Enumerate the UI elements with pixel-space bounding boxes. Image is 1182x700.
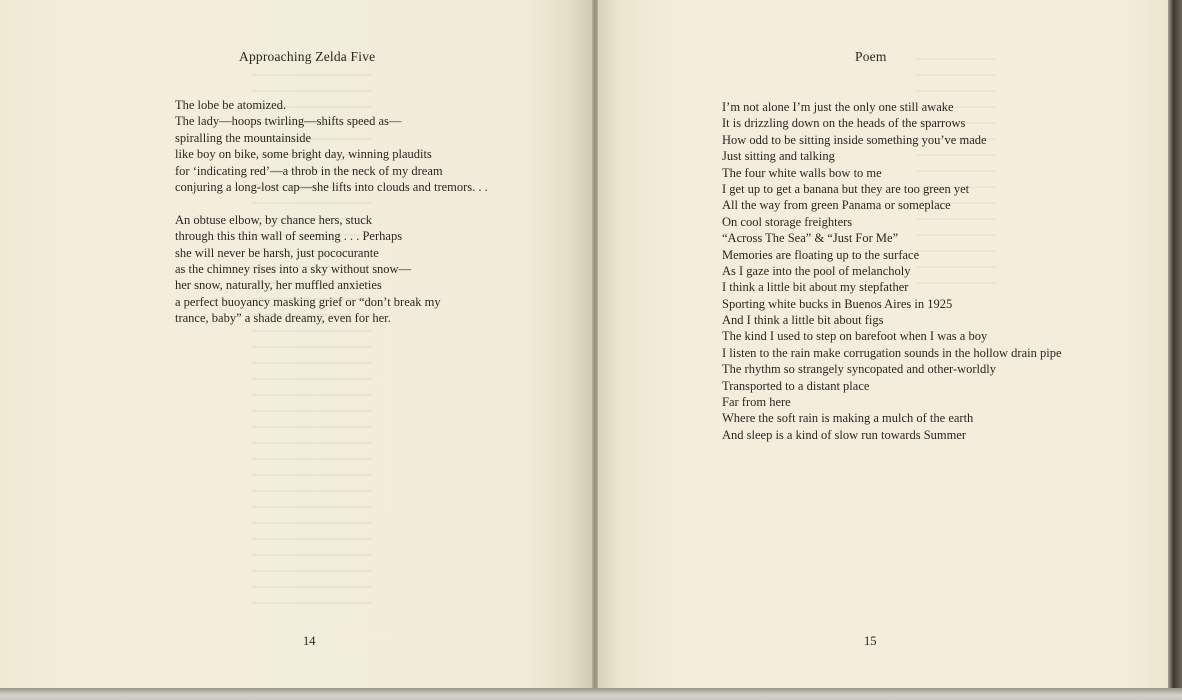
poem-line: I’m not alone I’m just the only one still awake: [722, 100, 954, 114]
poem-line: spiralling the mountainside: [175, 130, 312, 145]
poem-line: An obtuse elbow, by chance hers, stuck: [175, 212, 373, 227]
poem-title-left: Approaching Zelda Five: [239, 49, 376, 64]
page-number-left: 14: [303, 634, 316, 648]
poem-line: conjuring a long-lost cap—she lifts into clouds and tremors. . .: [175, 179, 488, 194]
left-page: [0, 0, 594, 690]
poem-line: for ‘indicating red’—a throb in the neck of my dream: [175, 163, 443, 178]
poem-line: How odd to be sitting inside something you’ve made: [722, 132, 987, 147]
poem-line: The four white walls bow to me: [722, 165, 882, 180]
poem-line: As I gaze into the pool of melancholy: [722, 263, 911, 278]
poem-line: Just sitting and talking: [722, 149, 835, 164]
poem-line: trance, baby” a shade dreamy, even for her.: [175, 311, 391, 326]
poem-line: her snow, naturally, her muffled anxieties: [175, 278, 382, 293]
poem-line: Where the soft rain is making a mulch of the earth: [722, 411, 974, 426]
poem-body-right: [722, 99, 1062, 443]
stanza-break: [175, 195, 488, 211]
poem-line: All the way from green Panama or someplace: [722, 198, 951, 213]
poem-line: The lady—hoops twirling—shifts speed as—: [175, 114, 402, 129]
poem-line: she will never be harsh, just pococurante: [175, 245, 379, 260]
poem-line: Memories are floating up to the surface: [722, 247, 920, 262]
poem-line: through this thin wall of seeming . . . Perhaps: [175, 229, 403, 244]
page-number-right: 15: [864, 634, 877, 648]
poem-line: And sleep is a kind of slow run towards Summer: [722, 427, 967, 442]
poem-line: a perfect buoyancy masking grief or “don’t break my: [175, 294, 441, 309]
poem-line: Transported to a distant place: [722, 378, 870, 393]
poem-line: On cool storage freighters: [722, 214, 853, 229]
poem-line: The rhythm so strangely syncopated and other-worldly: [722, 362, 996, 377]
poem-title-right: Poem: [855, 49, 887, 64]
poem-line: like boy on bike, some bright day, winning plaudits: [175, 147, 432, 162]
poem-line: I think a little bit about my stepfather: [722, 280, 909, 295]
poem-line: as the chimney rises into a sky without snow—: [175, 261, 412, 276]
book-cover-edge: [1168, 0, 1182, 700]
poem-line: “Across The Sea” & “Just For Me”: [722, 231, 899, 246]
poem-line: The kind I used to step on barefoot when I was a boy: [722, 329, 988, 344]
poem-body-left: [175, 97, 488, 326]
poem-line: It is drizzling down on the heads of the sparrows: [722, 116, 966, 131]
poem-line: Far from here: [722, 395, 791, 410]
poem-line: Sporting white bucks in Buenos Aires in 1925: [722, 296, 953, 311]
book-bottom-edge: [0, 688, 1182, 700]
poem-line: I get up to get a banana but they are too green yet: [722, 181, 970, 196]
poem-line: The lobe be atomized.: [175, 98, 287, 112]
poem-line: I listen to the rain make corrugation sounds in the hollow drain pipe: [722, 345, 1062, 360]
book-gutter: [592, 0, 598, 700]
right-page: [596, 0, 1168, 690]
poem-line: And I think a little bit about figs: [722, 313, 884, 328]
